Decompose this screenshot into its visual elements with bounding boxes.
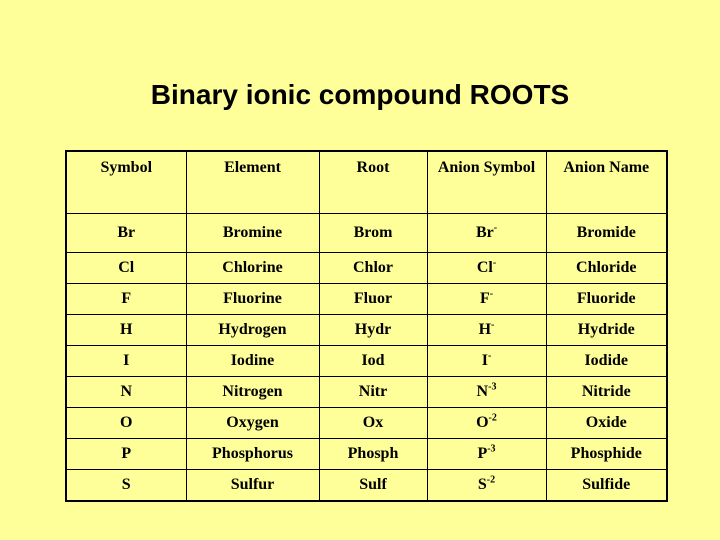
anion-charge: -3 bbox=[487, 443, 496, 455]
cell-element: Oxygen bbox=[186, 408, 319, 439]
anion-charge: - bbox=[492, 257, 497, 269]
cell-root: Chlor bbox=[319, 253, 427, 284]
cell-anion-name: Nitride bbox=[546, 377, 667, 408]
cell-anion-symbol bbox=[427, 346, 546, 377]
cell-root: Phosph bbox=[319, 439, 427, 470]
table-row bbox=[66, 377, 667, 408]
cell-element: Phosphorus bbox=[186, 439, 319, 470]
cell-anion-symbol bbox=[427, 253, 546, 284]
roots-table bbox=[65, 150, 668, 502]
cell-element: Chlorine bbox=[186, 253, 319, 284]
cell-symbol: Br bbox=[66, 214, 186, 253]
cell-element: Hydrogen bbox=[186, 315, 319, 346]
anion-symbol-base: Br bbox=[475, 224, 494, 241]
cell-element: Iodine bbox=[186, 346, 319, 377]
cell-root: Brom bbox=[319, 214, 427, 253]
header-anion-name: Anion Name bbox=[546, 151, 667, 214]
cell-anion-name: Phosphide bbox=[546, 439, 667, 470]
cell-element: Nitrogen bbox=[186, 377, 319, 408]
cell-symbol: H bbox=[66, 315, 186, 346]
cell-symbol: O bbox=[66, 408, 186, 439]
cell-element: Bromine bbox=[186, 214, 319, 253]
anion-charge: - bbox=[491, 319, 495, 331]
cell-symbol: P bbox=[66, 439, 186, 470]
table-header-row bbox=[66, 151, 667, 214]
anion-symbol-base: S bbox=[477, 476, 487, 493]
anion-charge: -2 bbox=[486, 474, 496, 486]
cell-root: Nitr bbox=[319, 377, 427, 408]
table-row bbox=[66, 253, 667, 284]
anion-symbol-base: N bbox=[476, 383, 489, 400]
cell-anion-symbol bbox=[427, 377, 546, 408]
cell-symbol: I bbox=[66, 346, 186, 377]
anion-charge: - bbox=[489, 288, 494, 300]
header-anion-symbol: Anion Symbol bbox=[427, 151, 546, 214]
header-root: Root bbox=[319, 151, 427, 214]
cell-anion-symbol bbox=[427, 214, 546, 253]
cell-anion-name: Bromide bbox=[546, 214, 667, 253]
cell-anion-symbol bbox=[427, 315, 546, 346]
cell-root: Hydr bbox=[319, 315, 427, 346]
table-row bbox=[66, 470, 667, 502]
cell-symbol: F bbox=[66, 284, 186, 315]
cell-root: Sulf bbox=[319, 470, 427, 502]
table-row bbox=[66, 284, 667, 315]
cell-anion-name: Sulfide bbox=[546, 470, 667, 502]
table-row bbox=[66, 408, 667, 439]
cell-element: Fluorine bbox=[186, 284, 319, 315]
cell-symbol: S bbox=[66, 470, 186, 502]
table-row bbox=[66, 214, 667, 253]
table-row bbox=[66, 439, 667, 470]
anion-charge: - bbox=[487, 350, 492, 362]
cell-symbol: N bbox=[66, 377, 186, 408]
header-element: Element bbox=[186, 151, 319, 214]
anion-symbol-base: O bbox=[476, 414, 489, 431]
cell-anion-name: Iodide bbox=[546, 346, 667, 377]
anion-symbol-base: H bbox=[478, 321, 492, 338]
table-row bbox=[66, 315, 667, 346]
cell-anion-symbol bbox=[427, 284, 546, 315]
cell-anion-symbol bbox=[427, 439, 546, 470]
cell-anion-symbol bbox=[427, 408, 546, 439]
anion-symbol-base: Cl bbox=[476, 259, 493, 276]
table-row bbox=[66, 346, 667, 377]
cell-element: Sulfur bbox=[186, 470, 319, 502]
header-symbol: Symbol bbox=[66, 151, 186, 214]
cell-anion-name: Fluoride bbox=[546, 284, 667, 315]
anion-charge: - bbox=[493, 222, 498, 234]
cell-symbol: Cl bbox=[66, 253, 186, 284]
anion-charge: -2 bbox=[488, 412, 497, 424]
cell-root: Ox bbox=[319, 408, 427, 439]
slide-title: Binary ionic compound ROOTS bbox=[150, 79, 570, 110]
anion-charge: -3 bbox=[488, 381, 497, 393]
anion-symbol-base: I bbox=[481, 352, 488, 369]
anion-symbol-base: P bbox=[477, 445, 488, 462]
anion-symbol-base: F bbox=[479, 290, 490, 307]
cell-anion-symbol bbox=[427, 470, 546, 502]
cell-anion-name: Hydride bbox=[546, 315, 667, 346]
table-body bbox=[66, 214, 667, 502]
cell-anion-name: Chloride bbox=[546, 253, 667, 284]
cell-root: Iod bbox=[319, 346, 427, 377]
cell-root: Fluor bbox=[319, 284, 427, 315]
cell-anion-name: Oxide bbox=[546, 408, 667, 439]
